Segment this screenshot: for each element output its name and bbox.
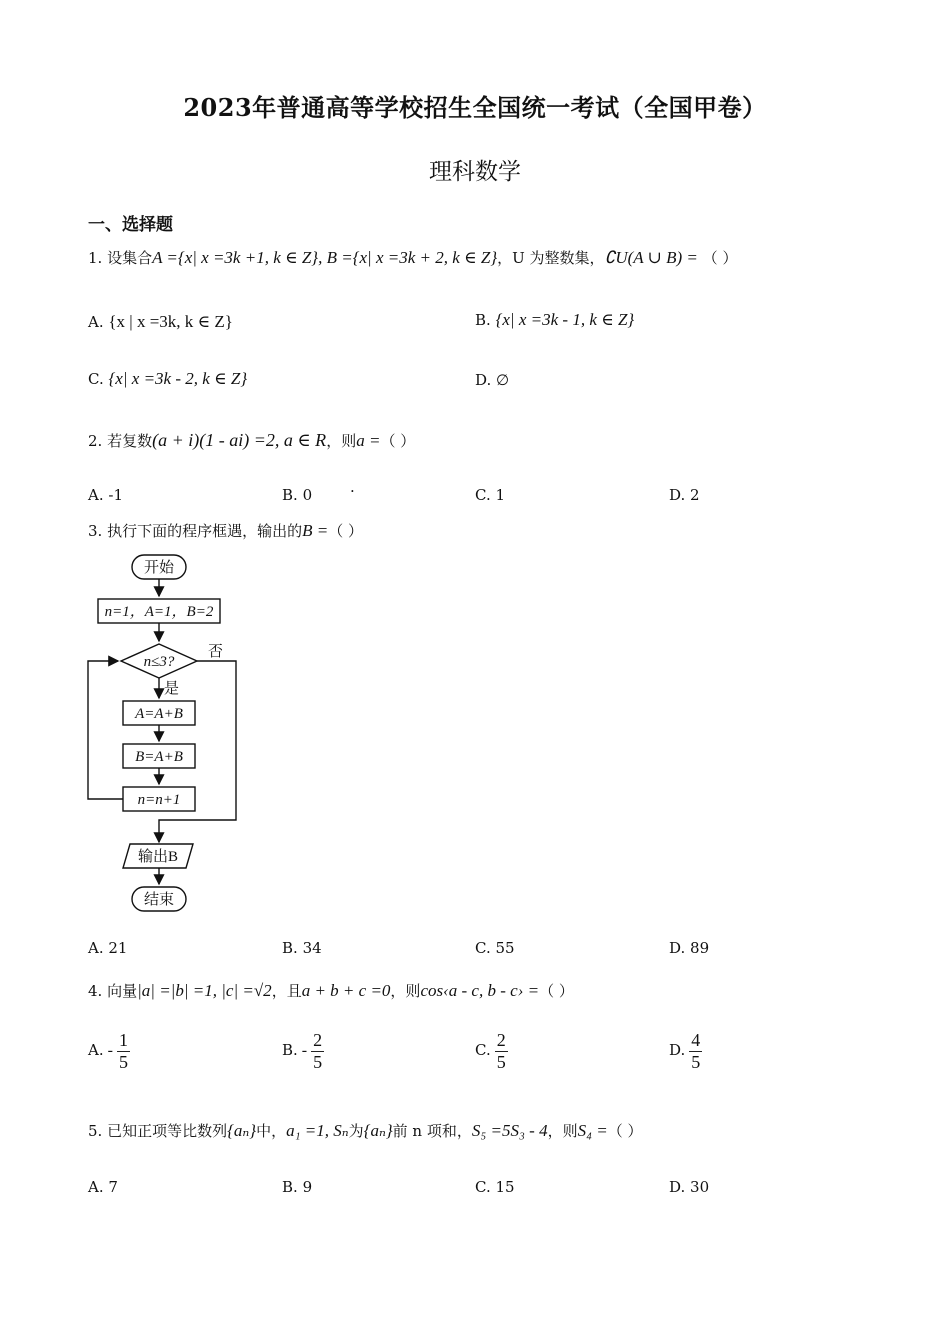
q5-mid: 中，	[256, 1122, 287, 1140]
q3-option-c[interactable]	[475, 939, 515, 957]
option-text: {x| x =3k - 2, k ∈ Z}	[108, 369, 248, 388]
q2-expr2: a =	[356, 431, 381, 450]
q1-blank: （ ）	[702, 249, 738, 267]
flow-step3-text: n=n+1	[137, 792, 181, 808]
q1-target-expr: ∁U(A ∪ B) =	[604, 248, 698, 267]
option-fraction: $\frac{2}{5}$	[313, 1030, 323, 1072]
q4-lead: 4. 向量	[88, 982, 138, 1000]
exam-title: 2023年普通高等学校招生全国统一考试（全国甲卷）	[183, 93, 767, 122]
q4-mid2: ，则	[390, 982, 421, 1000]
q2-expr: (a + i)(1 - ai) =2, a ∈ R	[152, 430, 327, 450]
exam-subtitle: 理科数学	[429, 159, 521, 185]
option-label: D.	[669, 939, 686, 957]
option-text: 1	[495, 486, 506, 504]
option-label: B.	[282, 486, 298, 504]
q5-mid2: 为	[348, 1122, 364, 1140]
q2-blank: （ ）	[380, 432, 416, 450]
flow-step1-text: A=A+B	[135, 706, 183, 722]
stray-mark: ·	[350, 482, 355, 500]
option-label: B.	[282, 939, 298, 957]
q3-option-a[interactable]	[88, 939, 127, 957]
option-text: 30	[690, 1178, 710, 1196]
option-text: 89	[690, 939, 710, 957]
q5-mid4: ，则	[547, 1122, 578, 1140]
q5-expr: {aₙ}	[227, 1121, 257, 1140]
q3-blank: （ ）	[328, 522, 363, 540]
q4-blank: （ ）	[539, 982, 574, 1000]
question-3	[88, 520, 363, 541]
q5-option-a[interactable]	[88, 1178, 118, 1196]
option-text: 55	[495, 939, 515, 957]
flow-condition-text: n≤3?	[143, 654, 175, 670]
flow-init-text: n=1，A=1，B=2	[104, 604, 214, 620]
q3-expr: B =	[302, 521, 329, 540]
q2-lead: 2. 若复数	[88, 432, 153, 450]
q3-lead: 3. 执行下面的程序框遇，输出的	[88, 522, 303, 540]
option-text: 34	[302, 939, 322, 957]
option-label: C.	[475, 939, 491, 957]
option-fraction: $\frac{2}{5}$	[496, 1030, 506, 1072]
option-label: D.	[669, 1041, 686, 1060]
q3-option-b[interactable]	[282, 939, 322, 957]
option-label: B.	[282, 1041, 298, 1060]
q1-option-a[interactable]	[88, 312, 233, 332]
flow-loop-line	[88, 661, 123, 799]
option-text: 9	[302, 1178, 313, 1196]
q4-option-c[interactable]	[475, 1030, 508, 1072]
option-label: D.	[669, 486, 686, 504]
option-label: A.	[88, 1178, 104, 1196]
q4-expr2: a + b + c =0	[301, 981, 391, 1000]
q2-mid: ，则	[326, 432, 357, 450]
q2-option-d[interactable]	[669, 486, 700, 504]
option-text: 15	[495, 1178, 515, 1196]
option-text: {x| x =3k - 1, k ∈ Z}	[495, 310, 635, 329]
q4-mid: ，且	[271, 982, 302, 1000]
option-label: B.	[475, 311, 491, 329]
q4-expr: |a| =|b| =1, |c| =√2	[137, 981, 272, 1000]
option-text: 21	[108, 939, 128, 957]
option-text: {x | x =3k, k ∈ Z}	[108, 312, 233, 331]
q5-option-d[interactable]	[669, 1178, 709, 1196]
option-text: ∅	[496, 371, 510, 389]
option-label: C.	[475, 1178, 491, 1196]
option-label: C.	[475, 1041, 491, 1060]
option-sign: -	[301, 1042, 308, 1060]
flow-end-text: 结束	[143, 892, 175, 908]
q4-option-d[interactable]	[669, 1030, 702, 1072]
q1-sets-expr: A ={x| x =3k +1, k ∈ Z}, B ={x| x =3k + 2, k ∈ Z}	[152, 248, 498, 267]
option-sign: -	[107, 1042, 113, 1060]
q4-option-a[interactable]	[88, 1030, 130, 1072]
option-text: -1	[108, 486, 124, 504]
question-1	[88, 247, 737, 268]
flow-start-text: 开始	[143, 560, 175, 576]
q5-option-b[interactable]	[282, 1178, 312, 1196]
q1-option-b[interactable]	[475, 310, 634, 330]
option-text: 2	[690, 486, 700, 504]
q5-option-c[interactable]	[475, 1178, 515, 1196]
q5-lead: 5. 已知正项等比数列	[88, 1122, 228, 1140]
q4-expr3: cos‹a - c, b - c› =	[420, 981, 540, 1000]
q5-expr3: {aₙ}	[363, 1121, 393, 1140]
option-label: A.	[88, 1041, 104, 1060]
option-label: C.	[475, 486, 491, 504]
option-label: B.	[282, 1178, 298, 1196]
option-label: A.	[88, 486, 104, 504]
option-text: 0	[302, 486, 313, 504]
flow-step2-text: B=A+B	[135, 749, 183, 765]
q1-mid: ，U 为整数集，	[497, 249, 605, 267]
option-fraction: $\frac{4}{5}$	[691, 1030, 701, 1072]
question-4	[88, 980, 574, 1001]
option-text: 7	[108, 1178, 118, 1196]
q2-option-c[interactable]	[475, 486, 505, 504]
q5-mid3: 前 n 项和，	[392, 1122, 472, 1140]
q5-expr5: S₄ =	[577, 1121, 608, 1140]
q2-option-a[interactable]	[88, 486, 123, 504]
option-fraction: $\frac{1}{5}$	[118, 1030, 128, 1072]
flow-yes-text: 是	[164, 681, 180, 697]
option-label: D.	[475, 371, 492, 389]
question-5	[88, 1120, 643, 1141]
option-label: A.	[88, 313, 104, 331]
flowchart	[85, 548, 255, 920]
q1-option-c[interactable]	[88, 369, 247, 389]
section-heading: 一、选择题	[88, 215, 173, 235]
option-label: D.	[669, 1178, 686, 1196]
q4-option-b[interactable]	[282, 1030, 324, 1072]
option-label: A.	[88, 939, 104, 957]
flow-no-text: 否	[208, 644, 224, 660]
option-label: C.	[88, 370, 104, 388]
flow-output-text: 输出B	[137, 849, 179, 865]
q5-blank: （ ）	[607, 1122, 643, 1140]
q5-expr2: a₁ =1, Sₙ	[286, 1121, 349, 1140]
q5-expr4: S₅ =5S₃ - 4	[471, 1121, 548, 1140]
q1-option-d[interactable]	[475, 371, 509, 389]
q2-option-b[interactable]	[282, 486, 312, 504]
question-2	[88, 430, 415, 451]
q3-option-d[interactable]	[669, 939, 709, 957]
q1-lead: 1. 设集合	[88, 249, 153, 267]
